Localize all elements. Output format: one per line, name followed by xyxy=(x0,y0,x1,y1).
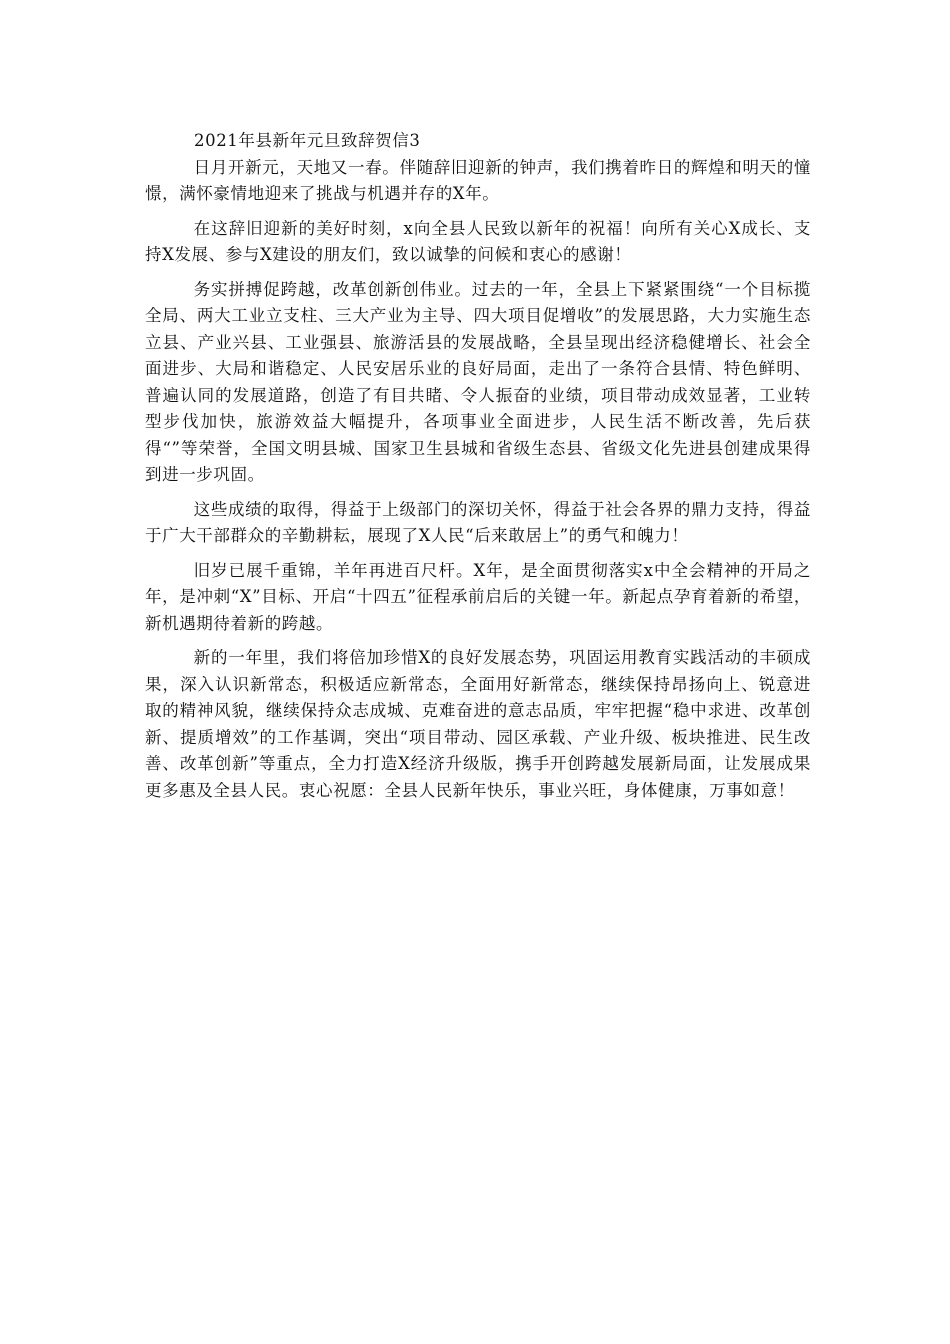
paragraph-plans-and-wishes: 新的一年里，我们将倍加珍惜X的良好发展态势，巩固运用教育实践活动的丰硕成果，深入认识新常态，积极适应新常态，全面用好新常态，继续保持昂扬向上、锐意进取的精神风貌，继续保持众志成城、克难奋进的意志品质，牢牢把握“稳中求进、改革创新、提质增效”的工作基调，突出“项目带动、园区承载、产业升级、板块推进、民生改善、改革创新”等重点，全力打造X经济升级版，携手开创跨越发展新局面，让发展成果更多惠及全县人民。衷心祝愿：全县人民新年快乐，事业兴旺，身体健康，万事如意！ xyxy=(145,648,811,800)
paragraph-opening: 日月开新元，天地又一春。伴随辞旧迎新的钟声，我们携着昨日的辉煌和明天的憧憬，满怀豪情地迎来了挑战与机遇并存的X年。 xyxy=(145,157,811,203)
document-body xyxy=(145,128,811,812)
paragraph-achievements: 务实拼搏促跨越，改革创新创伟业。过去的一年，全县上下紧紧围绕“一个目标揽全局、两大工业立支柱、三大产业为主导、四大项目促增收”的发展思路，大力实施生态立县、产业兴县、工业强县、旅游活县的发展战略，全县呈现出经济稳健增长、社会全面进步、大局和谐稳定、人民安居乐业的良好局面，走出了一条符合县情、特色鲜明、普遍认同的发展道路，创造了有目共睹、令人振奋的业绩，项目带动成效显著，工业转型步伐加快，旅游效益大幅提升，各项事业全面进步，人民生活不断改善，先后获得“”等荣誉，全国文明县城、国家卫生县城和省级生态县、省级文化先进县创建成果得到进一步巩固。 xyxy=(145,279,811,484)
paragraph-greeting: 在这辞旧迎新的美好时刻，x向全县人民致以新年的祝福！向所有关心X成长、支持X发展、参与X建设的朋友们，致以诚挚的问候和衷心的感谢！ xyxy=(145,218,811,264)
document-title: 2021年县新年元旦致辞贺信3 xyxy=(194,131,421,150)
paragraph-new-year-outlook: 旧岁已展千重锦，羊年再进百尺杆。X年，是全面贯彻落实x中全会精神的开局之年，是冲刺“X”目标、开启“十四五”征程承前启后的关键一年。新起点孕育着新的希望，新机遇期待着新的跨越。 xyxy=(145,560,811,633)
paragraph-gratitude: 这些成绩的取得，得益于上级部门的深切关怀，得益于社会各界的鼎力支持，得益于广大干部群众的辛勤耕耘，展现了X人民“后来敢居上”的勇气和魄力！ xyxy=(145,499,811,545)
